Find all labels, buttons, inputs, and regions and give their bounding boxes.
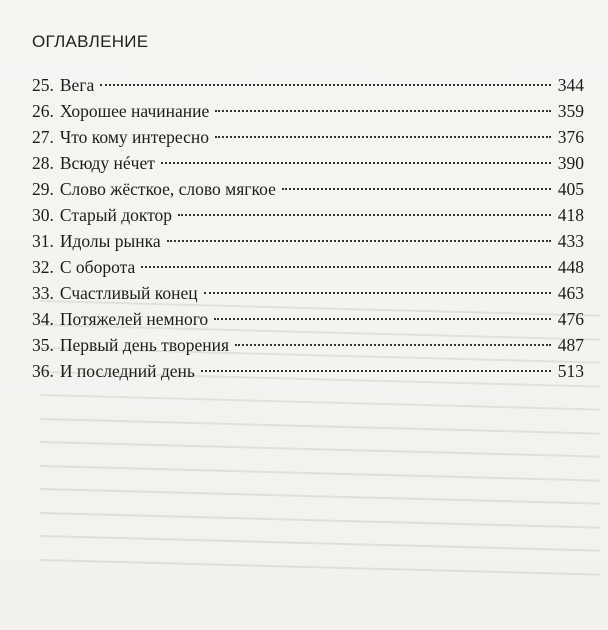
toc-entry xyxy=(32,72,584,98)
toc-entry xyxy=(32,98,584,124)
toc-entry xyxy=(32,228,584,254)
toc-entry xyxy=(32,280,584,306)
chapter-title: Вега xyxy=(59,75,95,95)
toc-entry xyxy=(32,306,584,332)
dot-leader xyxy=(235,344,551,346)
chapter-number: 33. xyxy=(32,283,54,303)
chapter-title: Хорошее начинание xyxy=(59,101,210,121)
toc-entry xyxy=(32,332,584,358)
toc-entry xyxy=(32,202,584,228)
page-number: 433 xyxy=(557,231,584,251)
chapter-title: Старый доктор xyxy=(59,205,173,225)
page-number: 344 xyxy=(557,75,584,95)
page-number: 487 xyxy=(557,335,584,355)
dot-leader xyxy=(215,110,551,112)
dot-leader xyxy=(141,266,551,268)
dot-leader xyxy=(215,136,551,138)
chapter-title: Первый день творения xyxy=(59,335,230,355)
toc-entry xyxy=(32,150,584,176)
chapter-number: 27. xyxy=(32,127,54,147)
dot-leader xyxy=(282,188,551,190)
dot-leader xyxy=(100,84,551,86)
toc-entry xyxy=(32,176,584,202)
chapter-title: Слово жёсткое, слово мягкое xyxy=(59,179,276,199)
dot-leader xyxy=(204,292,551,294)
chapter-number: 30. xyxy=(32,205,54,225)
chapter-title: Идолы рынка xyxy=(59,231,161,251)
dot-leader xyxy=(178,214,551,216)
chapter-title: С оборота xyxy=(59,257,136,277)
page-heading: ОГЛАВЛЕНИЕ xyxy=(32,32,149,51)
chapter-number: 32. xyxy=(32,257,54,277)
toc-entry xyxy=(32,254,584,280)
page-number: 390 xyxy=(557,153,584,173)
table-of-contents xyxy=(32,72,584,384)
chapter-number: 31. xyxy=(32,231,54,251)
page-number: 513 xyxy=(557,361,584,381)
dot-leader xyxy=(214,318,551,320)
page-number: 376 xyxy=(557,127,584,147)
chapter-number: 25. xyxy=(32,75,54,95)
page-number: 418 xyxy=(557,205,584,225)
dot-leader xyxy=(167,240,551,242)
chapter-title: Счастливый конец xyxy=(59,283,198,303)
chapter-number: 35. xyxy=(32,335,54,355)
page-number: 448 xyxy=(557,257,584,277)
chapter-number: 29. xyxy=(32,179,54,199)
page-number: 463 xyxy=(557,283,584,303)
chapter-title: Всюду нéчет xyxy=(59,153,155,173)
chapter-number: 26. xyxy=(32,101,54,121)
page-number: 405 xyxy=(557,179,584,199)
page-number: 476 xyxy=(557,309,584,329)
chapter-number: 34. xyxy=(32,309,54,329)
chapter-number: 28. xyxy=(32,153,54,173)
toc-entry xyxy=(32,358,584,384)
page-number: 359 xyxy=(557,101,584,121)
chapter-number: 36. xyxy=(32,361,54,381)
dot-leader xyxy=(161,162,551,164)
toc-entry xyxy=(32,124,584,150)
chapter-title: И последний день xyxy=(59,361,195,381)
chapter-title: Что кому интересно xyxy=(59,127,210,147)
dot-leader xyxy=(201,370,551,372)
chapter-title: Потяжелей немного xyxy=(59,309,209,329)
